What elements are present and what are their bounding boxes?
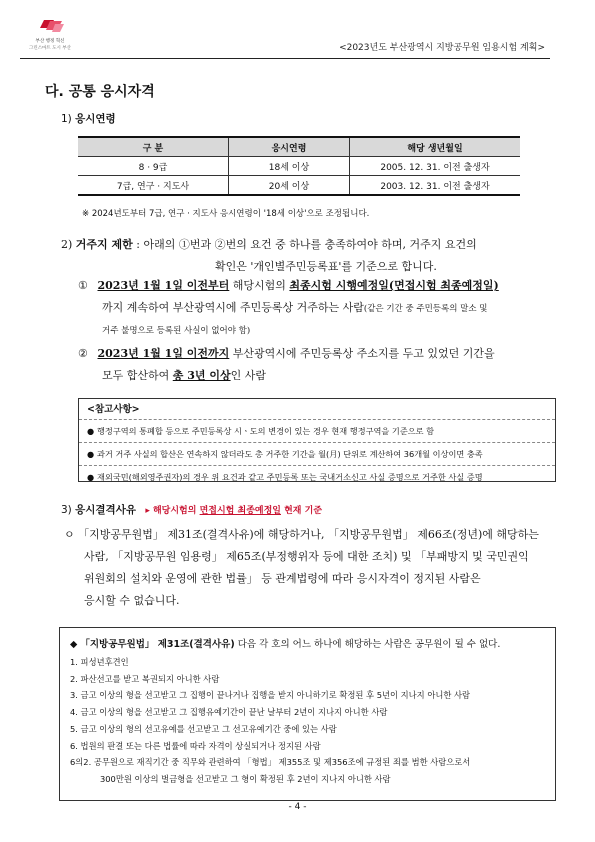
list-item: 6의2. 공무원으로 재직기간 중 직무와 관련하여 「형법」 제355조 및 제356조에 규정된 죄를 범한 사람으로서 — [70, 757, 471, 768]
header-rule — [20, 58, 550, 59]
item-1-text-a: 해당시험의 — [229, 279, 290, 292]
disq-pointer-underlined: 면접시험 최종예정일 — [199, 506, 281, 516]
residence-paragraph — [61, 234, 551, 278]
logo-text-2: 그린스마트 도시 부산 — [29, 46, 71, 51]
list-item — [79, 419, 555, 442]
col-header-age: 응시연령 — [229, 137, 350, 157]
list-item: 6. 법원의 판결 또는 다른 법률에 따라 자격이 상실되거나 정지된 사람 — [70, 740, 321, 751]
law-title-rest: 다음 각 호의 어느 하나에 해당하는 사람은 공무원이 될 수 없다. — [234, 639, 501, 650]
item-1-text-b: 까지 계속하여 부산광역시에 주민등록상 거주하는 사람 — [102, 301, 364, 314]
item-1-marker: ① — [78, 279, 88, 292]
reference-list — [79, 419, 555, 488]
table-cell: 20세 이상 — [229, 176, 350, 196]
section-title: 다. 공통 응시자격 — [45, 84, 155, 100]
item-1-emphasis: 최종시험 시행예정일(면접시험 최종예정일) — [289, 279, 499, 292]
reference-item-text: 재외국민(해외영주권자)의 경우 위 요건과 같고 주민등록 또는 국내거소신고 사실 증명으로 거주한 사실 증명 — [97, 472, 483, 482]
list-item — [79, 465, 555, 488]
list-item: 2. 파산선고를 받고 복권되지 아니한 사람 — [70, 673, 220, 684]
disq-heading-label: 응시결격사유 — [75, 504, 136, 516]
disq-line-4: 응시할 수 없습니다. — [84, 594, 180, 607]
reference-item-text: 행정구역의 통폐합 등으로 주민등록상 시ㆍ도의 변경이 있는 경우 현재 행정구역을 기준으로 함 — [97, 426, 435, 436]
disq-pointer-rest: 현재 기준 — [280, 506, 323, 516]
disq-basis-note — [145, 506, 322, 516]
reference-item-text: 과거 거주 사실의 합산은 연속하지 않더라도 총 거주한 기간을 월(月) 단위로 계산하여 36개월 이상이면 충족 — [97, 449, 483, 459]
age-table-header-row — [78, 137, 520, 157]
residence-heading: 거주지 제한 — [75, 238, 133, 251]
item-1-small-b: 거주 불명으로 등록된 사실이 없어야 함) — [102, 326, 251, 336]
bullet-icon: ● — [87, 472, 95, 482]
age-heading-num: 1) — [61, 113, 72, 125]
item-2-date: 2023년 1월 1일 이전까지 — [97, 347, 230, 360]
residence-item-2 — [78, 343, 554, 387]
law-title-bold: 「지방공무원법」 제31조(결격사유) — [80, 639, 235, 650]
age-heading-label: 응시연령 — [75, 113, 116, 125]
page-number: - 4 - — [288, 802, 307, 812]
reference-title: <참고사항> — [87, 404, 140, 415]
table-row — [78, 157, 520, 176]
disq-heading-num: 3) — [61, 504, 72, 516]
residence-intro-a: : 아래의 ①번과 ②번의 요건 중 하나를 충족하여야 하며, 거주지 요건의 — [136, 238, 477, 251]
reference-box — [78, 398, 556, 482]
disqualification-heading — [61, 502, 322, 517]
bullet-icon: ● — [87, 449, 95, 459]
item-1-small-a: (같은 기간 중 주민등록의 말소 및 — [363, 304, 488, 314]
item-2-text-c: 인 사람 — [230, 369, 266, 382]
law-title — [60, 628, 555, 654]
residence-heading-num: 2) — [61, 238, 73, 251]
list-item — [79, 442, 555, 465]
disq-line-3: 위원회의 설치와 운영에 관한 법률」 등 관계법령에 따라 응시자격이 정지된 사람은 — [84, 572, 481, 585]
law-excerpt-box — [59, 627, 556, 801]
col-header-category: 구 분 — [78, 137, 229, 157]
bullet-icon: ● — [87, 426, 95, 436]
residence-item-1 — [78, 275, 554, 342]
item-1-line-2 — [78, 297, 554, 320]
document-header-title: <2023년도 부산광역시 지방공무원 임용시험 계획> — [339, 43, 545, 53]
age-note: ※ 2024년도부터 7급, 연구 · 지도사 응시연령이 '18세 이상'으로 조정됩니다. — [82, 209, 370, 219]
disq-line-1: 「지방공무원법」 제31조(결격사유)에 해당하거나, 「지방공무원법」 제66조(정년)에 해당하는 — [78, 528, 539, 541]
diamond-icon: ◆ — [70, 639, 78, 650]
disq-line-2: 사람, 「지방공무원 임용령」 제65조(부정행위자 등에 대한 조치) 및 「부패방지 및 국민권익 — [84, 550, 529, 563]
list-item-continuation: 300만원 이상의 벌금형을 선고받고 그 형이 확정된 후 2년이 지나지 아니한 사람 — [100, 773, 391, 784]
law-item-list — [60, 654, 555, 788]
disq-bullet: ㅇ — [64, 528, 75, 541]
city-logo — [20, 18, 80, 56]
table-cell: 18세 이상 — [229, 157, 350, 176]
item-1-date: 2023년 1월 1일 이전부터 — [97, 279, 230, 292]
item-2-line-2 — [78, 365, 554, 387]
table-cell: 8 · 9급 — [78, 157, 229, 176]
table-row — [78, 176, 520, 196]
item-2-marker: ② — [78, 347, 88, 360]
col-header-birthdate: 해당 생년월일 — [350, 137, 521, 157]
age-heading — [61, 111, 116, 126]
residence-intro-b: 확인은 '개인별주민등록표'를 기준으로 합니다. — [215, 260, 437, 273]
disqualification-paragraph — [64, 524, 558, 612]
disq-pointer: ▸ 해당시험의 — [145, 506, 200, 516]
item-2-emphasis: 총 3년 이상 — [172, 369, 231, 382]
item-2-text-a: 부산광역시에 주민등록상 주소지를 두고 있었던 기간을 — [229, 347, 495, 360]
age-table — [78, 136, 520, 196]
logo-text-1: 부산 행정 혁신 — [35, 39, 65, 44]
table-cell: 2005. 12. 31. 이전 출생자 — [350, 157, 521, 176]
list-item: 3. 금고 이상의 형을 선고받고 그 집행이 끝나거나 집행을 받지 아니하기로 확정된 후 5년이 지나지 아니한 사람 — [70, 690, 471, 701]
item-2-text-b: 모두 합산하여 — [102, 369, 173, 382]
list-item: 4. 금고 이상의 형을 선고받고 그 집행유예기간이 끝난 날부터 2년이 지나지 아니한 사람 — [70, 707, 388, 718]
list-item: 1. 피성년후견인 — [70, 657, 129, 667]
list-item: 5. 금고 이상의 형의 선고유예를 선고받고 그 선고유예기간 중에 있는 사람 — [70, 723, 337, 734]
table-cell: 7급, 연구 · 지도사 — [78, 176, 229, 196]
table-cell: 2003. 12. 31. 이전 출생자 — [350, 176, 521, 196]
